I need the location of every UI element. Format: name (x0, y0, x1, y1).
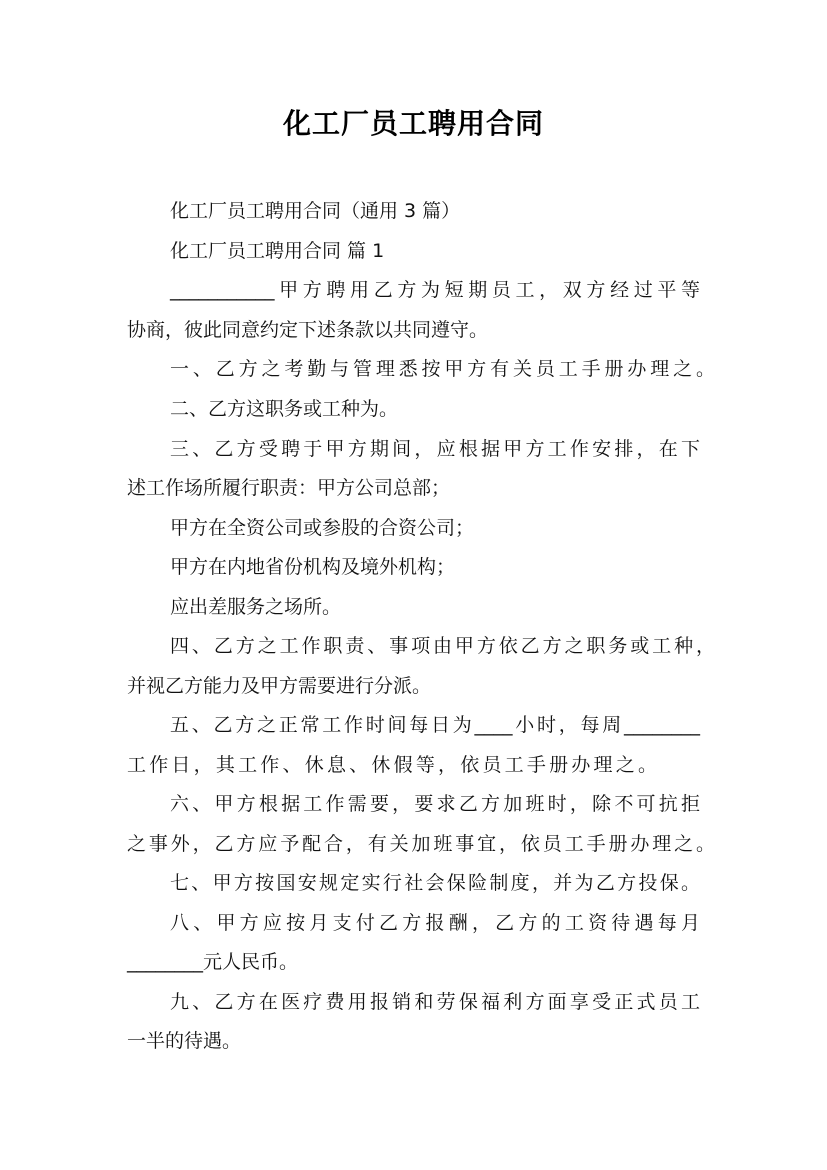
document-title: 化工厂员工聘用合同 (282, 107, 544, 140)
doc-line-subtitle: 化工厂员工聘用合同（通用 3 篇） (170, 200, 461, 222)
doc-line: ___________甲方聘用乙方为短期员工，双方经过平等 (170, 279, 700, 301)
doc-line: 述工作场所履行职责：甲方公司总部； (127, 477, 451, 499)
doc-line: 并视乙方能力及甲方需要进行分派。 (127, 675, 432, 697)
doc-line-section-heading: 化工厂员工聘用合同 篇 1 (170, 240, 385, 262)
doc-line: 应出差服务之场所。 (170, 596, 342, 618)
doc-line: 四、乙方之工作职责、事项由甲方依乙方之职务或工种， (170, 635, 715, 657)
doc-line: 八、甲方应按月支付乙方报酬，乙方的工资待遇每月 (170, 912, 700, 934)
doc-line: 二、乙方这职务或工种为。 (170, 398, 399, 420)
doc-line: 甲方在内地省份机构及境外机构； (170, 556, 456, 578)
doc-line: 甲方在全资公司或参股的合资公司； (170, 517, 475, 539)
doc-line: 六、甲方根据工作需要，要求乙方加班时，除不可抗拒 (170, 793, 700, 815)
doc-line: 之事外，乙方应予配合，有关加班事宜，依员工手册办理之。 (127, 833, 715, 855)
doc-line: 一、乙方之考勤与管理悉按甲方有关员工手册办理之。 (170, 358, 715, 380)
doc-line: 一半的待遇。 (127, 1030, 242, 1052)
doc-line: ________元人民币。 (127, 951, 299, 973)
doc-line: 协商，彼此同意约定下述条款以共同遵守。 (127, 319, 489, 341)
doc-line: 五、乙方之正常工作时间每日为____小时，每周________ (170, 714, 700, 736)
doc-line: 七、甲方按国安规定实行社会保险制度，并为乙方投保。 (170, 872, 700, 894)
doc-line: 三、乙方受聘于甲方期间，应根据甲方工作安排，在下 (170, 438, 700, 460)
doc-line: 九、乙方在医疗费用报销和劳保福利方面享受正式员工 (170, 991, 700, 1013)
doc-line: 工作日，其工作、休息、休假等，依员工手册办理之。 (127, 754, 657, 776)
